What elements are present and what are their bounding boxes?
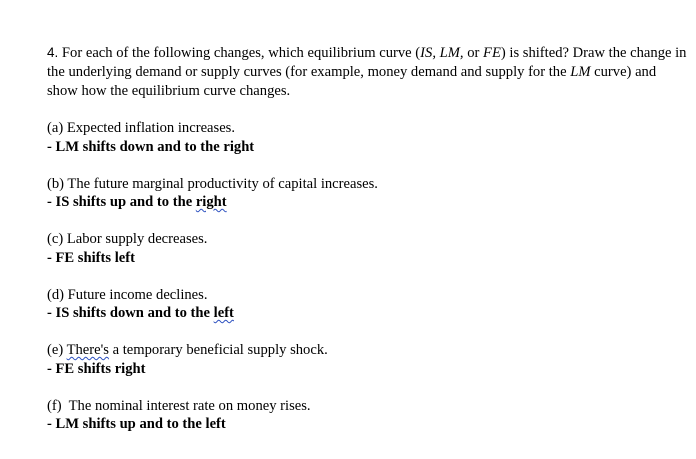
question-lead: For each of the following changes, which equilibrium curve ( (58, 45, 421, 61)
question-curve-fe: FE (483, 45, 501, 61)
item-c-answer: - FE shifts left (47, 249, 135, 266)
question-number: 4. (47, 45, 59, 60)
question-tail-2: curve) and show how the equilibrium curve changes. (47, 64, 657, 99)
question-curve-is-lm: IS, LM, (420, 45, 464, 61)
item-a (47, 119, 687, 156)
item-e-prompt (47, 341, 687, 360)
item-c-prompt: (c) Labor supply decreases. (47, 231, 208, 247)
item-e-prompt-post: a temporary beneficial supply shock. (108, 342, 328, 358)
item-d-spellcheck-word[interactable]: left (213, 305, 234, 321)
item-d (47, 286, 687, 323)
item-a-answer: - LM shifts down and to the right (47, 138, 255, 155)
item-e (47, 341, 687, 378)
item-b-answer (47, 193, 687, 212)
item-b-spellcheck-word[interactable]: right (195, 194, 227, 210)
item-b-answer-text: - IS shifts up and to the (47, 194, 196, 210)
item-c (47, 230, 687, 267)
item-d-answer-text: - IS shifts down and to the (47, 305, 214, 321)
question-curve-lm: LM (570, 64, 591, 80)
item-a-prompt: (a) Expected inflation increases. (47, 120, 236, 136)
document-page (47, 43, 687, 452)
item-e-spellcheck-word[interactable]: There's (66, 342, 109, 358)
item-d-prompt: (d) Future income declines. (47, 286, 208, 303)
item-f-prompt: (f) The nominal interest rate on money rises. (47, 397, 311, 414)
question-or: or (463, 45, 484, 61)
item-b-prompt: (b) The future marginal productivity of capital increases. (47, 175, 378, 192)
item-e-prompt-pre: (e) (47, 342, 67, 358)
question-4 (47, 43, 687, 101)
item-e-answer: - FE shifts right (47, 360, 146, 377)
item-f (47, 397, 687, 434)
item-d-answer (47, 304, 687, 323)
item-b (47, 175, 687, 212)
item-f-answer: - LM shifts up and to the left (47, 416, 226, 432)
question-tail-1: ) is shifted? Draw the change in the underlying demand or supply curves (for example, money demand and supply for the (47, 45, 687, 80)
